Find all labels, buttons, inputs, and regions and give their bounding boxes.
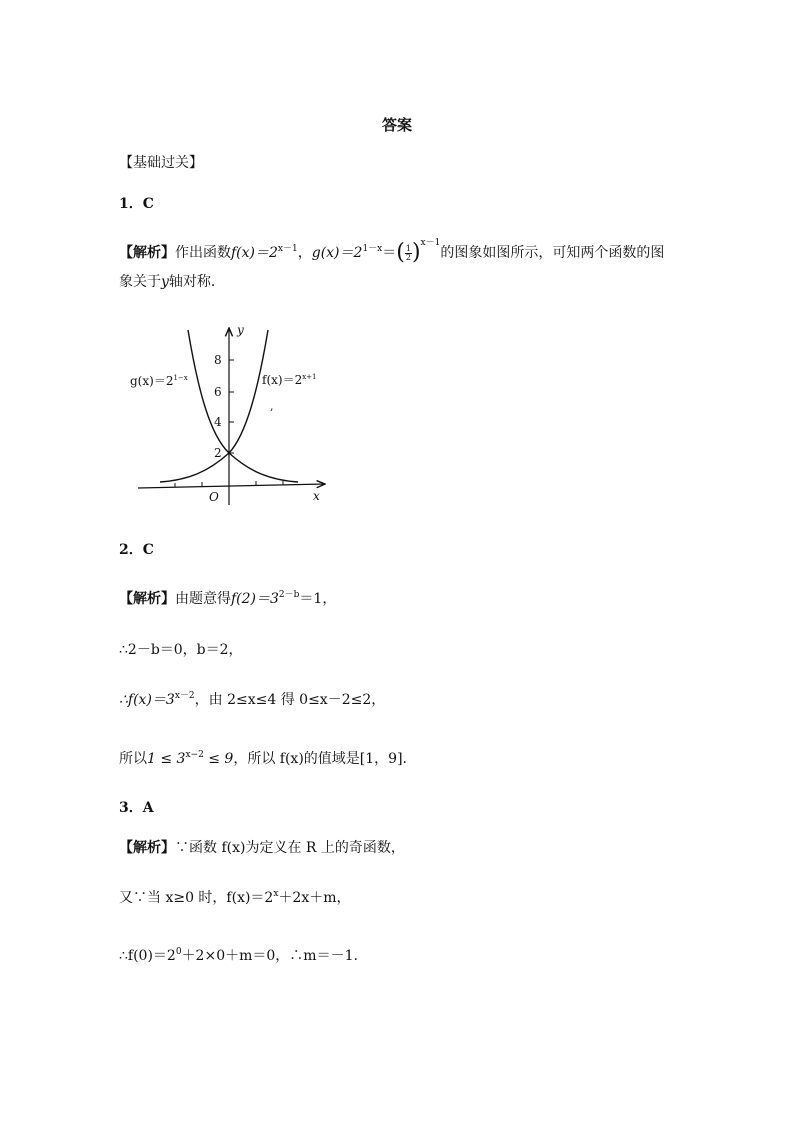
g-curve-label-exp: 1−x	[173, 374, 188, 382]
q2-analysis-line1	[119, 589, 336, 609]
left-paren: (	[396, 240, 405, 265]
q3-analysis-line3	[119, 946, 358, 966]
q3-l3-b: ＋2×0＋m＝0，∴m＝－1.	[181, 948, 358, 964]
q2-l1-math: f(2)＝3	[231, 591, 279, 607]
q1-analysis-line1	[119, 240, 664, 266]
x-axis	[138, 484, 325, 488]
page-title: 答案	[381, 116, 412, 134]
fraction	[405, 245, 412, 262]
section-heading: 【基础过关】	[119, 155, 203, 171]
f-curve-label-exp: x+1	[302, 373, 317, 381]
q1-analysis-line2	[119, 272, 215, 292]
q1-axis-var: y	[161, 274, 169, 290]
y-axis-label: y	[237, 323, 244, 337]
q2-analysis-line2: ∴2－b＝0，b＝2，	[119, 642, 243, 658]
q3-answer: 3．A	[119, 800, 154, 816]
y-tick-label-2: 2	[214, 446, 222, 460]
y-tick-label-8: 8	[214, 353, 222, 367]
q2-answer: 2．C	[119, 542, 154, 558]
q2-l4-math-end: ≤ 9	[203, 751, 234, 767]
q1-eq: ＝	[382, 245, 397, 261]
q2-l3-exp: x－2	[174, 691, 195, 701]
q1-g-exp: 1－x	[362, 244, 383, 254]
q3-analysis-line1	[119, 838, 405, 858]
q2-analysis-line4	[119, 749, 407, 769]
q3-analysis-line2	[119, 888, 351, 908]
q2-l3-math: ∴f(x)＝3	[119, 692, 175, 708]
q3-l2-exp: x	[273, 889, 279, 899]
stray-comma-mark: ,	[270, 400, 274, 413]
x-axis-label: x	[313, 489, 320, 503]
q1-f-def: f(x)＝2	[231, 245, 278, 261]
fraction-denominator: 2	[405, 252, 411, 262]
exponential-graph	[120, 320, 340, 515]
q3-l3-exp: 0	[175, 947, 182, 957]
q1-text-c: 象关于	[119, 274, 161, 290]
origin-label: O	[209, 490, 219, 504]
q1-text-a: 作出函数	[175, 245, 231, 261]
q2-l1-exp: 2－b	[278, 590, 300, 600]
y-tick-label-6: 6	[214, 385, 222, 399]
q3-l3-a: ∴f(0)＝2	[119, 948, 176, 964]
q1-g-def: g(x)＝2	[311, 245, 363, 261]
q2-l4-exp: x−2	[185, 750, 204, 760]
q2-l3-end: ，由 2≤x≤4 得 0≤x－2≤2，	[194, 692, 386, 708]
q2-l4-a: 所以	[119, 751, 147, 767]
q2-l1-text: 由题意得	[175, 591, 231, 607]
y-tick-label-4: 4	[214, 415, 222, 429]
f-curve-label-base: f(x)＝2	[262, 373, 303, 387]
q1-text-b: 的图象如图所示，可知两个函数的图	[440, 245, 665, 261]
q1-answer: 1．C	[119, 196, 154, 212]
g-curve-label	[130, 374, 188, 388]
q3-l2-b: ＋2x＋m，	[278, 890, 351, 906]
g-curve	[188, 330, 298, 482]
q2-l4-math: 1 ≤ 3	[147, 751, 186, 767]
q1-text-d: 轴对称.	[168, 274, 216, 290]
q3-l1: ∵函数 f(x)为定义在 R 上的奇函数，	[175, 840, 405, 856]
q2-l4-b: ，所以 f(x)的值域是[1，9].	[233, 751, 407, 767]
f-curve-label	[262, 373, 317, 387]
q2-analysis-label: 【解析】	[119, 591, 175, 607]
g-curve-label-base: g(x)＝2	[130, 374, 174, 388]
fraction-numerator: 1	[405, 243, 411, 253]
q3-analysis-label: 【解析】	[119, 840, 175, 856]
q2-l1-end: ＝1，	[299, 591, 337, 607]
q2-analysis-line3	[119, 690, 385, 710]
q1-sep: ，	[297, 245, 312, 261]
right-paren: )	[411, 240, 421, 265]
q1-f-exp: x－1	[277, 244, 298, 254]
q1-frac-exp: x－1	[420, 238, 441, 248]
q3-l2-a: 又∵当 x≥0 时，f(x)＝2	[119, 890, 274, 906]
q1-analysis-label: 【解析】	[119, 245, 175, 261]
